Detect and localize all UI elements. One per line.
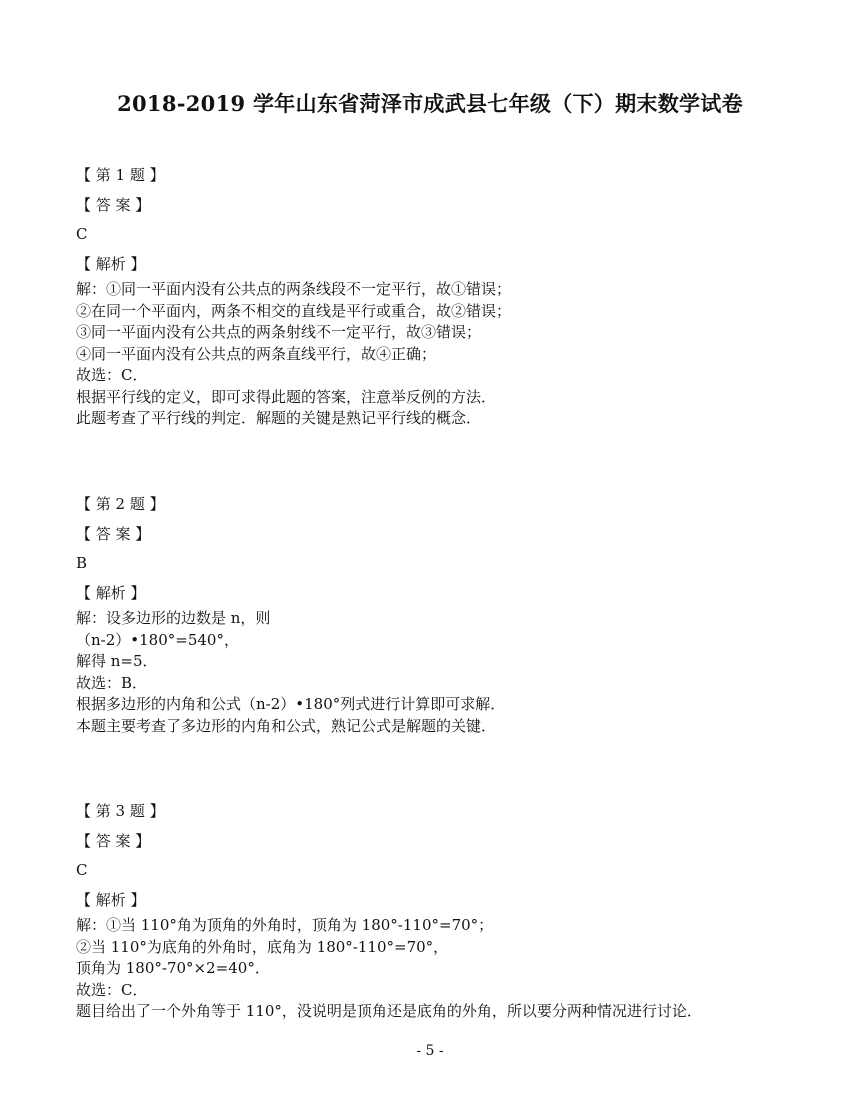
page-number: - 5 - (416, 1043, 444, 1059)
answer-heading: 【 答 案 】 (76, 196, 151, 214)
question-1 (76, 160, 796, 430)
analysis-line: 解：①同一平面内没有公共点的两条线段不一定平行，故①错误； (76, 280, 512, 298)
analysis-line: 此题考查了平行线的判定．解题的关键是熟记平行线的概念． (76, 409, 482, 427)
analysis-line: 本题主要考查了多边形的内角和公式，熟记公式是解题的关键． (76, 716, 497, 735)
analysis-line: 根据多边形的内角和公式（n-2）•180°列式进行计算即可求解． (76, 695, 506, 713)
analysis-line: 解：①当 110°角为顶角的外角时，顶角为 180°-110°=70°； (76, 916, 494, 934)
answer-heading: 【 答 案 】 (76, 832, 151, 850)
question-heading: 【 第 2 题 】 (76, 495, 165, 513)
analysis-line: 题目给出了一个外角等于 110°，没说明是顶角还是底角的外角，所以要分两种情况进行讨论． (76, 1002, 702, 1020)
analysis-line: 解：设多边形的边数是 n，则 (76, 609, 271, 627)
analysis-heading: 【 解析 】 (76, 255, 146, 273)
question-heading: 【 第 1 题 】 (76, 166, 165, 184)
answer-heading: 【 答 案 】 (76, 525, 151, 543)
analysis-line: ④同一平面内没有公共点的两条直线平行，故④正确； (76, 344, 437, 363)
analysis-line: 故选：C． (76, 366, 148, 384)
analysis-line: 根据平行线的定义，即可求得此题的答案，注意举反例的方法． (76, 387, 497, 406)
analysis-line: ②当 110°为底角的外角时，底角为 180°-110°=70°， (76, 937, 449, 956)
analysis-line: ②在同一个平面内，两条不相交的直线是平行或重合，故②错误； (76, 301, 512, 320)
document-title: 2018-2019 学年山东省菏泽市成武县七年级（下）期末数学试卷 (117, 91, 743, 116)
analysis-heading: 【 解析 】 (76, 891, 146, 909)
analysis-line: ③同一平面内没有公共点的两条射线不一定平行，故③错误； (76, 323, 482, 341)
answer-value: C (76, 225, 88, 243)
analysis-line: 解得 n=5． (76, 652, 158, 670)
question-3 (76, 796, 796, 1023)
analysis-heading: 【 解析 】 (76, 584, 146, 602)
analysis-line: （n-2）•180°=540°， (76, 630, 239, 649)
question-2 (76, 489, 796, 737)
question-heading: 【 第 3 题 】 (76, 802, 165, 820)
answer-value: C (76, 861, 88, 879)
analysis-line: 故选：B． (76, 673, 148, 692)
analysis-line: 故选：C． (76, 980, 148, 999)
answer-value: B (76, 554, 88, 572)
analysis-line: 顶角为 180°-70°×2=40°． (76, 959, 270, 977)
